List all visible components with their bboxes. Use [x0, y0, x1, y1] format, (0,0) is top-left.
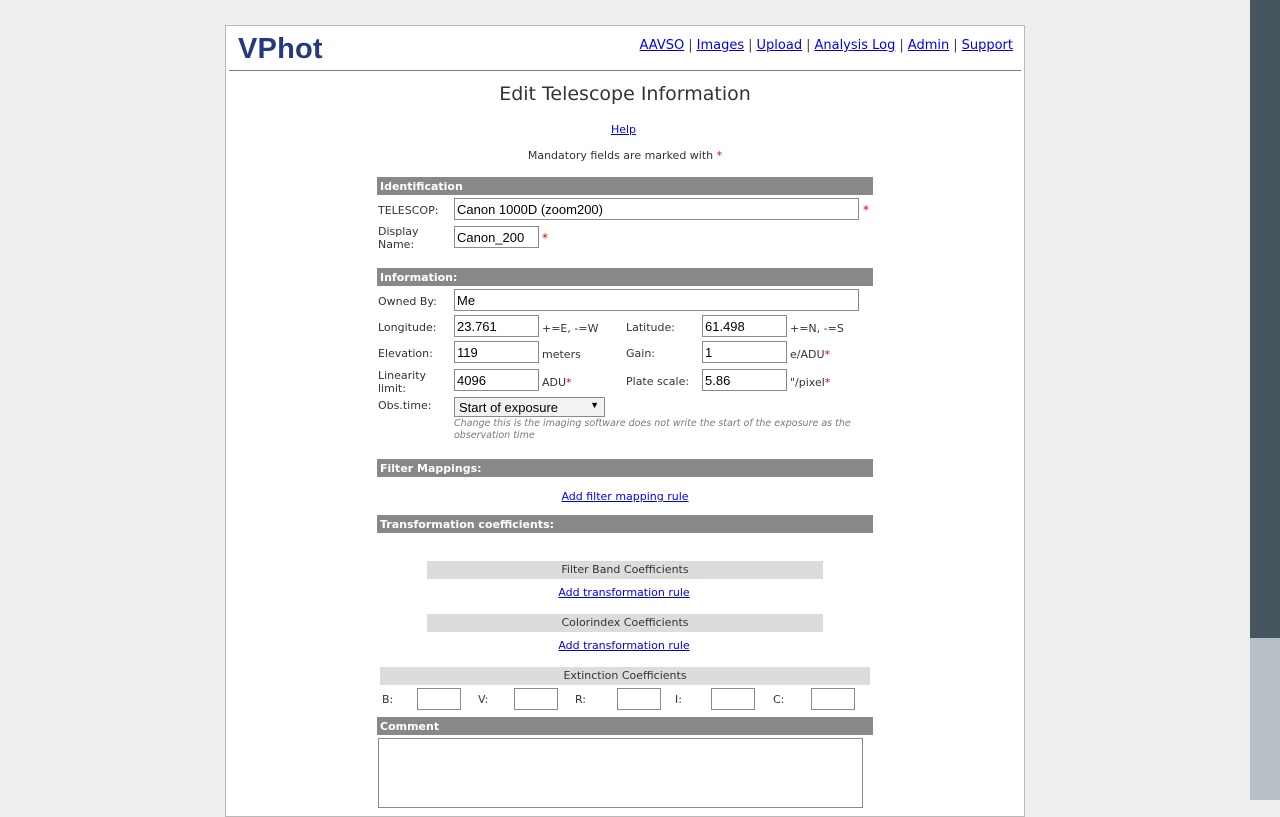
colorindex-coefficients-header: Colorindex Coefficients — [427, 614, 823, 632]
extinction-v-input[interactable] — [514, 688, 558, 710]
extinction-b-input[interactable] — [417, 688, 461, 710]
linearity-label: Linearity limit: — [378, 369, 427, 395]
nav-images[interactable]: Images — [696, 38, 745, 53]
dropdown-arrow-icon: ▼ — [590, 400, 599, 410]
latitude-unit: +=N, -=S — [790, 322, 844, 335]
nav-analysis-log[interactable]: Analysis Log — [814, 38, 896, 53]
add-colorindex-rule-link[interactable]: Add transformation rule — [558, 639, 690, 652]
elevation-input[interactable]: 119 — [454, 341, 539, 363]
display-name-required: * — [542, 231, 548, 245]
required-marker: * — [716, 149, 723, 162]
extinction-r-input[interactable] — [617, 688, 661, 710]
latitude-label: Latitude: — [626, 321, 675, 334]
plate-scale-unit: "/pixel* — [790, 376, 831, 389]
section-information: Information: — [377, 268, 873, 286]
scrollbar-thumb[interactable] — [1250, 0, 1280, 638]
comment-textarea[interactable] — [378, 738, 863, 808]
help-link-row — [226, 123, 1021, 136]
page-title: Edit Telescope Information — [499, 83, 751, 105]
plate-scale-label: Plate scale: — [626, 375, 690, 388]
top-nav: AAVSO | Images | Upload | Analysis Log | Admin | Support — [639, 38, 1013, 53]
extinction-c-input[interactable] — [811, 688, 855, 710]
extinction-v-label: V: — [478, 693, 489, 706]
gain-label: Gain: — [626, 347, 655, 360]
extinction-b-label: B: — [382, 693, 394, 706]
extinction-i-label: I: — [675, 693, 682, 706]
add-filter-mapping-link[interactable]: Add filter mapping rule — [561, 490, 689, 503]
page-scrollbar[interactable] — [1250, 0, 1280, 800]
linearity-unit: ADU* — [542, 376, 572, 389]
extinction-r-label: R: — [575, 693, 587, 706]
extinction-c-label: C: — [773, 693, 785, 706]
obs-time-select[interactable]: Start of exposure ▼ — [454, 397, 605, 417]
telescop-input[interactable]: Canon 1000D (zoom200) — [454, 198, 859, 220]
owned-by-input[interactable]: Me — [454, 289, 859, 311]
section-comment: Comment — [377, 717, 873, 735]
telescop-required: * — [863, 203, 869, 217]
latitude-input[interactable]: 61.498 — [702, 315, 787, 337]
nav-aavso[interactable]: AAVSO — [639, 38, 685, 53]
add-filter-band-rule-link[interactable]: Add transformation rule — [558, 586, 690, 599]
page-container — [225, 25, 1025, 817]
telescop-label: TELESCOP: — [378, 204, 439, 217]
gain-unit: e/ADU* — [790, 348, 831, 361]
section-transformation: Transformation coefficients: — [377, 515, 873, 533]
section-identification: Identification — [377, 177, 873, 195]
longitude-unit: +=E, -=W — [542, 322, 599, 335]
longitude-input[interactable]: 23.761 — [454, 315, 539, 337]
display-name-input[interactable]: Canon_200 — [454, 226, 539, 248]
plate-scale-input[interactable]: 5.86 — [702, 369, 787, 391]
mandatory-note: Mandatory fields are marked with * — [527, 149, 723, 162]
obs-time-label: Obs.time: — [378, 399, 432, 412]
elevation-label: Elevation: — [378, 347, 433, 360]
extinction-coefficients-header: Extinction Coefficients — [380, 667, 870, 685]
linearity-input[interactable]: 4096 — [454, 369, 539, 391]
help-link[interactable]: Help — [610, 123, 637, 136]
owned-by-label: Owned By: — [378, 295, 437, 308]
elevation-unit: meters — [542, 348, 581, 361]
nav-upload[interactable]: Upload — [756, 38, 803, 53]
display-name-label: Display Name: — [378, 225, 419, 251]
longitude-label: Longitude: — [378, 321, 437, 334]
obs-time-hint: Change this is the imaging software does not write the start of the exposure as the observation time — [454, 418, 851, 441]
vphot-logo[interactable]: VPhot — [238, 33, 323, 65]
header-divider — [229, 70, 1021, 71]
extinction-i-input[interactable] — [711, 688, 755, 710]
section-filter-mappings: Filter Mappings: — [377, 459, 873, 477]
nav-support[interactable]: Support — [961, 38, 1013, 53]
gain-input[interactable]: 1 — [702, 341, 787, 363]
nav-admin[interactable]: Admin — [907, 38, 950, 53]
filter-band-coefficients-header: Filter Band Coefficients — [427, 561, 823, 579]
